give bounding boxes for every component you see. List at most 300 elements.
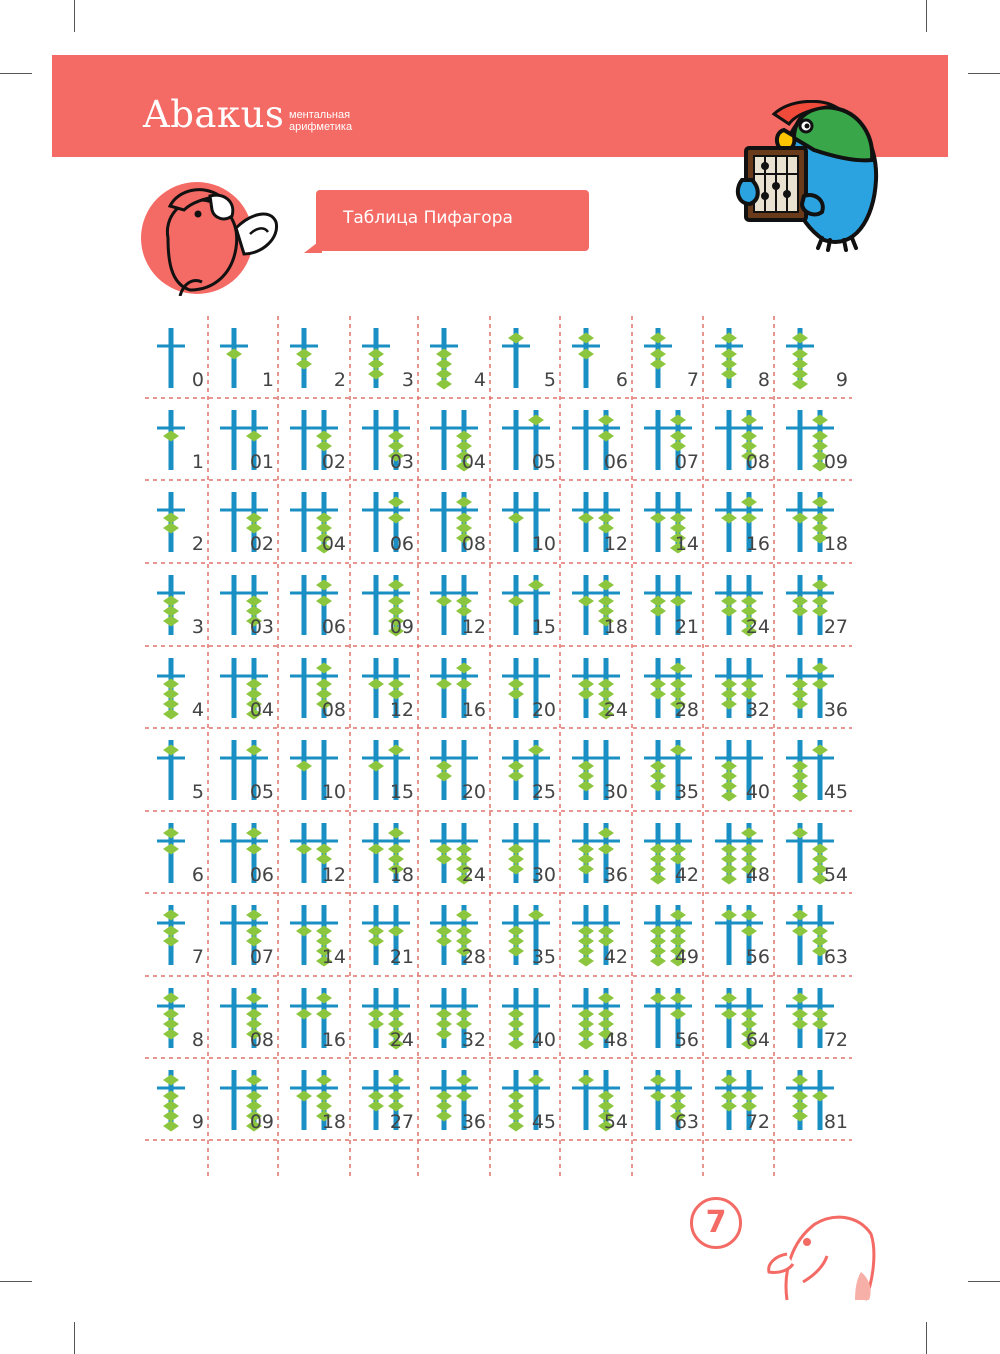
abacus-bead	[316, 936, 332, 947]
abacus-bar	[362, 840, 410, 843]
abacus-rod	[232, 988, 237, 1048]
abacus-bead	[598, 596, 614, 607]
cell-number-label: 48	[745, 864, 770, 886]
abacus-bead	[812, 415, 828, 426]
abacus-rod	[727, 410, 732, 470]
abacus-bar	[220, 840, 268, 843]
cell-number-label: 05	[531, 451, 556, 473]
abacus-bar	[786, 427, 834, 430]
abacus-bar	[502, 840, 550, 843]
cell-number-label: 30	[531, 864, 556, 886]
abacus-bead	[598, 936, 614, 947]
abacus-bead	[316, 1101, 332, 1112]
abacus-bead	[508, 1009, 524, 1020]
abacus-bead	[650, 333, 666, 344]
abacus-bead	[368, 359, 384, 370]
abacus-bar	[362, 675, 410, 678]
abacus-bead	[436, 596, 452, 607]
abacus-bead	[721, 689, 737, 700]
abacus-rod	[232, 905, 237, 965]
cell-number-label: 18	[603, 616, 628, 638]
abacus-bead	[598, 844, 614, 855]
cell-number-label: 12	[603, 533, 628, 555]
abacus-bar	[220, 1087, 268, 1090]
abacus-bead	[163, 513, 179, 524]
abacus-bead	[316, 926, 332, 937]
abacus-bead	[650, 854, 666, 865]
abacus-bead	[670, 441, 686, 452]
abacus-bead	[650, 864, 666, 875]
abacus-bead	[296, 349, 312, 360]
cell-number-label: 54	[823, 864, 848, 886]
cell-number-label: 42	[674, 864, 699, 886]
abacus-bar	[502, 509, 550, 512]
abacus-bead	[578, 936, 594, 947]
abacus-bead	[598, 431, 614, 442]
bird-footer-illustration	[765, 1212, 877, 1302]
abacus-bead	[670, 689, 686, 700]
abacus-bead	[812, 1009, 828, 1020]
abacus-bar	[786, 592, 834, 595]
abacus-bead	[721, 844, 737, 855]
abacus-bead	[792, 349, 808, 360]
abacus-bead	[436, 359, 452, 370]
abacus-bead	[650, 1091, 666, 1102]
abacus-bead	[792, 761, 808, 772]
abacus-bead	[792, 369, 808, 380]
abacus-bead	[508, 689, 524, 700]
cell-number-label: 07	[249, 946, 274, 968]
abacus-bead	[368, 1009, 384, 1020]
abacus-bead	[388, 854, 404, 865]
abacus-bar	[715, 840, 763, 843]
cell-number-label: 2	[191, 533, 204, 555]
abacus-bead	[650, 349, 666, 360]
cell-number-label: 45	[823, 781, 848, 803]
abacus-bead	[508, 1101, 524, 1112]
cell-number-label: 36	[823, 699, 848, 721]
abacus-bead	[163, 936, 179, 947]
cell-number-label: 06	[389, 533, 414, 555]
abacus-bead	[316, 1091, 332, 1102]
cell-number-label: 42	[603, 946, 628, 968]
abacus-bead	[246, 1075, 262, 1086]
abacus-bead	[163, 1075, 179, 1086]
abacus-bead	[578, 349, 594, 360]
abacus-bar	[572, 840, 620, 843]
abacus-bead	[792, 781, 808, 792]
abacus-bead	[508, 761, 524, 772]
cell-number-label: 16	[321, 1029, 346, 1051]
cell-number-label: 40	[531, 1029, 556, 1051]
abacus-bead	[670, 745, 686, 756]
abacus-bead	[296, 761, 312, 772]
abacus-bead	[163, 596, 179, 607]
abacus-bead	[246, 844, 262, 855]
abacus-bead	[163, 926, 179, 937]
abacus-bead	[741, 513, 757, 524]
abacus-bead	[316, 441, 332, 452]
cell-number-label: 0	[191, 369, 204, 391]
abacus-bead	[650, 993, 666, 1004]
abacus-bead	[670, 523, 686, 534]
abacus-bar	[644, 675, 692, 678]
abacus-bead	[388, 1101, 404, 1112]
abacus-bead	[670, 415, 686, 426]
cell-number-label: 28	[674, 699, 699, 721]
abacus-bar	[502, 592, 550, 595]
abacus-bead	[812, 926, 828, 937]
abacus-rod	[374, 575, 379, 635]
abacus-rod	[442, 492, 447, 552]
cell-number-label: 8	[191, 1029, 204, 1051]
cell-number-label: 4	[473, 369, 486, 391]
abacus-bead	[650, 596, 666, 607]
abacus-bead	[812, 1019, 828, 1030]
section-title: Таблица Пифагора	[343, 208, 513, 228]
abacus-bead	[163, 910, 179, 921]
abacus-bead	[812, 854, 828, 865]
abacus-bar	[362, 922, 410, 925]
abacus-bar	[290, 922, 338, 925]
abacus-bar	[572, 757, 620, 760]
abacus-bead	[456, 1091, 472, 1102]
abacus-bead	[598, 828, 614, 839]
abacus-bead	[670, 910, 686, 921]
tagline-line-1: ментальная	[289, 109, 351, 121]
abacus-bead	[368, 1091, 384, 1102]
abacus-bead	[792, 679, 808, 690]
abacus-bead	[246, 1019, 262, 1030]
abacus-bead	[650, 761, 666, 772]
abacus-bead	[163, 689, 179, 700]
cell-number-label: 07	[674, 451, 699, 473]
abacus-bead	[436, 1101, 452, 1112]
abacus-bead	[456, 1075, 472, 1086]
abacus-bead	[792, 771, 808, 782]
abacus-bead	[670, 993, 686, 1004]
abacus-bead	[721, 369, 737, 380]
abacus-rod	[656, 410, 661, 470]
abacus-bead	[246, 1101, 262, 1112]
abacus-bead	[812, 844, 828, 855]
cell-number-label: 54	[603, 1111, 628, 1133]
abacus-bead	[721, 699, 737, 710]
abacus-bead	[436, 679, 452, 690]
abacus-bead	[436, 349, 452, 360]
abacus-bead	[578, 1039, 594, 1050]
abacus-bead	[163, 523, 179, 534]
abacus-bead	[721, 1101, 737, 1112]
abacus-bead	[721, 854, 737, 865]
abacus-bead	[812, 745, 828, 756]
abacus-bead	[792, 359, 808, 370]
cell-number-label: 06	[603, 451, 628, 473]
abacus-bead	[246, 431, 262, 442]
abacus-bead	[296, 926, 312, 937]
abacus-bar	[644, 592, 692, 595]
abacus-bead	[163, 699, 179, 710]
cell-number-label: 6	[615, 369, 628, 391]
cell-number-label: 21	[674, 616, 699, 638]
cell-number-label: 56	[745, 946, 770, 968]
abacus-bead	[316, 580, 332, 591]
abacus-bead	[163, 1121, 179, 1132]
abacus-bead	[163, 828, 179, 839]
cell-number-label: 7	[191, 946, 204, 968]
abacus-bead	[388, 1091, 404, 1102]
abacus-bar	[430, 1005, 478, 1008]
abacus-bead	[528, 745, 544, 756]
abacus-bead	[792, 1009, 808, 1020]
abacus-bead	[368, 369, 384, 380]
cell-number-label: 36	[461, 1111, 486, 1133]
abacus-bar	[430, 592, 478, 595]
abacus-bead	[368, 349, 384, 360]
abacus-rod	[169, 328, 174, 388]
abacus-bead	[670, 844, 686, 855]
abacus-bar	[430, 757, 478, 760]
abacus-bead	[246, 828, 262, 839]
abacus-bead	[388, 926, 404, 937]
abacus-bead	[368, 679, 384, 690]
abacus-rod	[374, 492, 379, 552]
abacus-bar	[502, 1087, 550, 1090]
cell-number-label: 15	[531, 616, 556, 638]
abacus-bead	[316, 679, 332, 690]
cell-number-label: 9	[835, 369, 848, 391]
cell-number-label: 27	[823, 616, 848, 638]
abacus-bead	[792, 791, 808, 802]
abacus-bead	[456, 910, 472, 921]
abacus-bead	[741, 606, 757, 617]
cell-number-label: 35	[531, 946, 556, 968]
cell-number-label: 32	[745, 699, 770, 721]
abacus-bead	[368, 761, 384, 772]
abacus-bead	[456, 431, 472, 442]
cell-number-label: 09	[389, 616, 414, 638]
abacus-bead	[436, 1091, 452, 1102]
abacus-bead	[508, 333, 524, 344]
abacus-bead	[792, 828, 808, 839]
abacus-bead	[226, 349, 242, 360]
abacus-bar	[644, 509, 692, 512]
cell-number-label: 03	[249, 616, 274, 638]
abacus-bead	[598, 580, 614, 591]
abacus-bead	[578, 781, 594, 792]
abacus-bead	[670, 1091, 686, 1102]
abacus-bead	[316, 513, 332, 524]
abacus-bead	[812, 513, 828, 524]
abacus-bead	[741, 679, 757, 690]
abacus-bead	[812, 1091, 828, 1102]
abacus-bead	[741, 1009, 757, 1020]
abacus-bead	[721, 333, 737, 344]
abacus-bead	[792, 926, 808, 937]
abacus-bead	[436, 844, 452, 855]
abacus-bead	[650, 956, 666, 967]
abacus-bead	[578, 864, 594, 875]
abacus-bead	[508, 1039, 524, 1050]
abacus-bead	[528, 415, 544, 426]
abacus-bead	[436, 379, 452, 390]
cell-number-label: 10	[321, 781, 346, 803]
abacus-bead	[650, 781, 666, 792]
abacus-bead	[670, 679, 686, 690]
abacus-rod	[302, 575, 307, 635]
abacus-bead	[670, 936, 686, 947]
abacus-bead	[741, 689, 757, 700]
abacus-bar	[715, 922, 763, 925]
abacus-bar	[786, 509, 834, 512]
abacus-bar	[786, 840, 834, 843]
abacus-bead	[246, 523, 262, 534]
abacus-bead	[316, 844, 332, 855]
abacus-bead	[721, 679, 737, 690]
abacus-bead	[578, 771, 594, 782]
abacus-bead	[368, 936, 384, 947]
abacus-bead	[316, 854, 332, 865]
abacus-bar	[220, 427, 268, 430]
abacus-bead	[508, 596, 524, 607]
abacus-bar	[290, 675, 338, 678]
abacus-bead	[598, 689, 614, 700]
abacus-bead	[456, 663, 472, 674]
abacus-bead	[741, 910, 757, 921]
abacus-bead	[598, 1019, 614, 1030]
abacus-bead	[368, 926, 384, 937]
abacus-bar	[220, 509, 268, 512]
abacus-bead	[163, 709, 179, 720]
abacus-bead	[388, 580, 404, 591]
abacus-bar	[572, 1005, 620, 1008]
abacus-bead	[721, 910, 737, 921]
cell-number-label: 72	[823, 1029, 848, 1051]
cell-number-label: 1	[191, 451, 204, 473]
abacus-bead	[792, 1101, 808, 1112]
abacus-bead	[456, 844, 472, 855]
abacus-bar	[502, 922, 550, 925]
abacus-bead	[246, 1009, 262, 1020]
abacus-bar	[290, 1087, 338, 1090]
abacus-bead	[436, 369, 452, 380]
cell-number-label: 18	[321, 1111, 346, 1133]
cell-number-label: 12	[461, 616, 486, 638]
abacus-bead	[650, 679, 666, 690]
abacus-bead	[670, 663, 686, 674]
cell-number-label: 02	[321, 451, 346, 473]
abacus-bead	[163, 844, 179, 855]
abacus-bead	[670, 1101, 686, 1112]
abacus-bead	[670, 854, 686, 865]
cell-number-label: 02	[249, 533, 274, 555]
abacus-bar	[362, 427, 410, 430]
abacus-bead	[508, 926, 524, 937]
cell-number-label: 06	[249, 864, 274, 886]
abacus-bead	[388, 745, 404, 756]
abacus-bead	[721, 513, 737, 524]
abacus-bead	[721, 359, 737, 370]
abacus-bead	[508, 1111, 524, 1122]
abacus-bar	[715, 1005, 763, 1008]
abacus-bead	[508, 1029, 524, 1040]
abacus-bead	[578, 844, 594, 855]
abacus-bead	[508, 936, 524, 947]
abacus-bead	[508, 864, 524, 875]
abacus-bead	[456, 606, 472, 617]
abacus-bead	[578, 1075, 594, 1086]
abacus-bead	[721, 606, 737, 617]
abacus-bead	[388, 596, 404, 607]
abacus-bead	[721, 1075, 737, 1086]
abacus-rod	[442, 410, 447, 470]
abacus-bead	[598, 679, 614, 690]
abacus-bead	[163, 1091, 179, 1102]
abacus-bar	[362, 757, 410, 760]
abacus-bar	[430, 675, 478, 678]
abacus-bar	[220, 1005, 268, 1008]
abacus-bar	[644, 757, 692, 760]
abacus-rod	[374, 410, 379, 470]
cell-number-label: 35	[674, 781, 699, 803]
abacus-bead	[670, 513, 686, 524]
abacus-bar	[430, 509, 478, 512]
abacus-bead	[163, 1029, 179, 1040]
abacus-bead	[388, 1075, 404, 1086]
abacus-bead	[792, 606, 808, 617]
abacus-bar	[715, 592, 763, 595]
abacus-bead	[721, 781, 737, 792]
abacus-bead	[456, 441, 472, 452]
cell-number-label: 01	[249, 451, 274, 473]
abacus-bead	[812, 596, 828, 607]
cell-number-label: 25	[531, 781, 556, 803]
brand-logo-text: Abaкus	[143, 93, 285, 136]
cell-number-label: 27	[389, 1111, 414, 1133]
abacus-bar	[715, 675, 763, 678]
abacus-bead	[456, 513, 472, 524]
abacus-bead	[792, 596, 808, 607]
cell-number-label: 18	[389, 864, 414, 886]
abacus-bead	[246, 689, 262, 700]
abacus-bead	[741, 441, 757, 452]
abacus-bead	[163, 993, 179, 1004]
cell-number-label: 8	[757, 369, 770, 391]
abacus-rod	[302, 410, 307, 470]
abacus-bead	[741, 854, 757, 865]
abacus-bead	[721, 1091, 737, 1102]
abacus-bead	[598, 1091, 614, 1102]
abacus-bead	[741, 844, 757, 855]
abacus-bar	[502, 675, 550, 678]
abacus-bead	[316, 993, 332, 1004]
abacus-bar	[786, 1005, 834, 1008]
cell-number-label: 63	[823, 946, 848, 968]
abacus-bead	[163, 616, 179, 627]
abacus-bead	[316, 663, 332, 674]
abacus-bead	[388, 497, 404, 508]
abacus-bead	[598, 926, 614, 937]
abacus-bead	[812, 936, 828, 947]
cell-number-label: 03	[389, 451, 414, 473]
abacus-bar	[572, 427, 620, 430]
abacus-bead	[508, 1091, 524, 1102]
abacus-bead	[508, 1121, 524, 1132]
abacus-rod	[232, 492, 237, 552]
abacus-bead	[741, 497, 757, 508]
cell-number-label: 12	[321, 864, 346, 886]
abacus-bead	[436, 936, 452, 947]
